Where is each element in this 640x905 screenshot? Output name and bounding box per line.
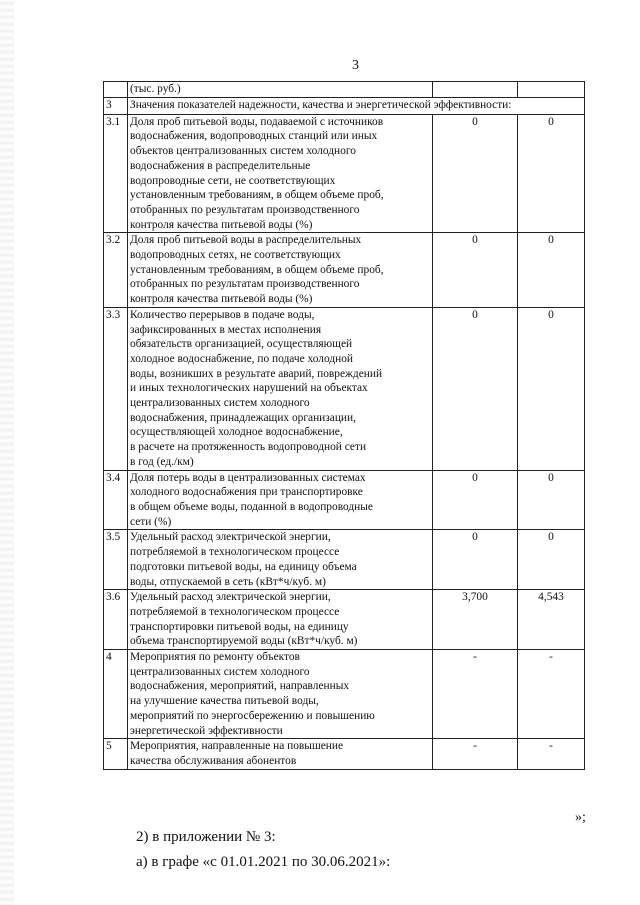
- indicator-text-line: водоснабжения, мероприятий, направленных: [130, 680, 350, 693]
- indicator-text-line: холодного водоснабжения при транспортировке: [130, 486, 363, 499]
- indicator-text-line: воды, возникших в результате аварий, повреждений: [130, 367, 383, 380]
- indicator-text-line: в расчете на протяженность водопроводной сети: [130, 441, 367, 454]
- cell-row-number: 3.5: [104, 530, 128, 590]
- indicator-text-line: централизованных систем холодного: [130, 665, 310, 678]
- indicator-text-line: водоснабжения, принадлежащих организации,: [130, 411, 356, 424]
- cell-indicator-name: [128, 470, 433, 530]
- indicator-text-line: контроля качества питьевой воды (%): [130, 218, 313, 231]
- column-line: а) в графе «с 01.01.2021 по 30.06.2021»:: [136, 854, 391, 870]
- cell-indicator-name: [128, 307, 433, 470]
- indicator-text-line: в общем объеме воды, поданной в водопроводные: [130, 500, 373, 513]
- table-row: [104, 739, 585, 769]
- indicator-text-line: в год (ед./км): [130, 455, 194, 468]
- cell-section-3-title: Значения показателей надежности, качества и энергетической эффективности:: [128, 97, 585, 114]
- cell-num-section-3: 3: [104, 97, 128, 114]
- cell-value-second-period: 4,543: [518, 590, 585, 650]
- cell-indicator-name: [128, 739, 433, 769]
- indicator-text-line: осуществляющей холодное водоснабжение,: [130, 426, 343, 439]
- cell-row-number: 5: [104, 739, 128, 769]
- page-number: 3: [352, 58, 359, 73]
- cell-row-number: 3.1: [104, 114, 128, 233]
- cell-value-first-period: -: [433, 650, 518, 739]
- indicator-text-line: Количество перерывов в подаче воды,: [130, 308, 315, 321]
- indicator-text-line: Доля проб питьевой воды, подаваемой с источников: [130, 115, 384, 128]
- cell-value-first-period: 0: [433, 114, 518, 233]
- indicator-text-line: сети (%): [130, 515, 172, 528]
- indicator-text-line: объектов централизованных систем холодного: [130, 145, 356, 158]
- indicator-text-line: отобранных по результатам производственного: [130, 278, 360, 291]
- indicator-text-line: и иных технологических нарушений на объектах: [130, 382, 368, 395]
- indicator-text-line: объема транспортируемой воды (кВт*ч/куб. м): [130, 635, 358, 648]
- indicator-text-line: потребляемой в технологическом процессе: [130, 546, 340, 559]
- cell-value-first-period: 0: [433, 530, 518, 590]
- table-row: [104, 114, 585, 233]
- cell-indicator-name: [128, 650, 433, 739]
- cell-value-second-period: -: [518, 650, 585, 739]
- cell-value-first-period: -: [433, 739, 518, 769]
- indicator-text-line: холодное водоснабжение, по подаче холодной: [130, 352, 354, 365]
- cell-value-first-period: 0: [433, 470, 518, 530]
- appendix-line: 2) в приложении № 3:: [136, 829, 276, 845]
- indicator-text-line: подготовки питьевой воды, на единицу объема: [130, 560, 357, 573]
- cell-indicator-name: [128, 590, 433, 650]
- cell-row-number: 3.2: [104, 233, 128, 308]
- closing-quote: »;: [575, 810, 586, 825]
- cell-value-second-period: 0: [518, 307, 585, 470]
- indicator-text-line: качества обслуживания абонентов: [130, 754, 297, 767]
- indicator-text-line: установленным требованиям, в общем объеме проб,: [130, 263, 384, 276]
- indicator-text-line: централизованных систем холодного: [130, 397, 310, 410]
- table-row: [104, 233, 585, 308]
- indicator-text-line: водоснабжения в распределительные: [130, 159, 311, 172]
- indicator-text-line: Доля потерь воды в централизованных системах: [130, 471, 366, 484]
- indicator-text-line: обязательств организацией, осуществляющей: [130, 338, 353, 351]
- indicator-text-line: зафиксированных в местах исполнения: [130, 323, 322, 336]
- indicator-text-line: контроля качества питьевой воды (%): [130, 293, 313, 306]
- cell-value-second-period: 0: [518, 470, 585, 530]
- cell-fragment-unit: (тыс. руб.): [128, 82, 433, 98]
- indicator-text-line: Удельный расход электрической энергии,: [130, 531, 331, 544]
- indicator-text-line: мероприятий по энергосбережению и повышению: [130, 709, 375, 722]
- cell-indicator-name: [128, 530, 433, 590]
- cell-value-first-period: 3,700: [433, 590, 518, 650]
- table-row: [104, 530, 585, 590]
- table-row: [104, 470, 585, 530]
- cell-value-second-period: 0: [518, 114, 585, 233]
- cell-row-number: 4: [104, 650, 128, 739]
- cell-row-number: 3.6: [104, 590, 128, 650]
- cell-value-first-period: 0: [433, 307, 518, 470]
- indicators-table: [103, 81, 585, 770]
- indicator-text-line: воды, отпускаемой в сеть (кВт*ч/куб. м): [130, 575, 326, 588]
- cell-num-fragment: [104, 82, 128, 98]
- cell-indicator-name: [128, 233, 433, 308]
- indicator-text-line: водопроводные сети, не соответствующих: [130, 174, 336, 187]
- cell-value-second-period: 0: [518, 233, 585, 308]
- indicator-text-line: установленным требованиям, в общем объеме проб,: [130, 189, 384, 202]
- indicator-text-line: энергетической эффективности: [130, 724, 283, 737]
- indicator-text-line: потребляемой в технологическом процессе: [130, 605, 340, 618]
- cell-indicator-name: [128, 114, 433, 233]
- indicator-text-line: Удельный расход электрической энергии,: [130, 591, 331, 604]
- table-row: [104, 590, 585, 650]
- indicator-text-line: Мероприятия по ремонту объектов: [130, 651, 300, 664]
- indicator-text-line: транспортировки питьевой воды, на единицу: [130, 620, 349, 633]
- cell-v1-fragment: [433, 82, 518, 98]
- cell-value-second-period: -: [518, 739, 585, 769]
- indicator-text-line: отобранных по результатам производственного: [130, 203, 360, 216]
- indicator-text-line: Доля проб питьевой воды в распределительных: [130, 234, 362, 247]
- cell-value-second-period: 0: [518, 530, 585, 590]
- indicator-text-line: Мероприятия, направленные на повышение: [130, 740, 344, 753]
- indicator-text-line: водоснабжения, водопроводных станций или иных: [130, 130, 378, 143]
- cell-row-number: 3.4: [104, 470, 128, 530]
- indicator-text-line: на улучшение качества питьевой воды,: [130, 695, 319, 708]
- table-row: [104, 307, 585, 470]
- cell-v2-fragment: [518, 82, 585, 98]
- indicator-text-line: водопроводных сетях, не соответствующих: [130, 249, 341, 262]
- cell-value-first-period: 0: [433, 233, 518, 308]
- cell-row-number: 3.3: [104, 307, 128, 470]
- table-row: [104, 650, 585, 739]
- table-row-fragment: [104, 82, 585, 98]
- scan-edge-shadow: [0, 0, 14, 905]
- table-row-section-3: [104, 97, 585, 114]
